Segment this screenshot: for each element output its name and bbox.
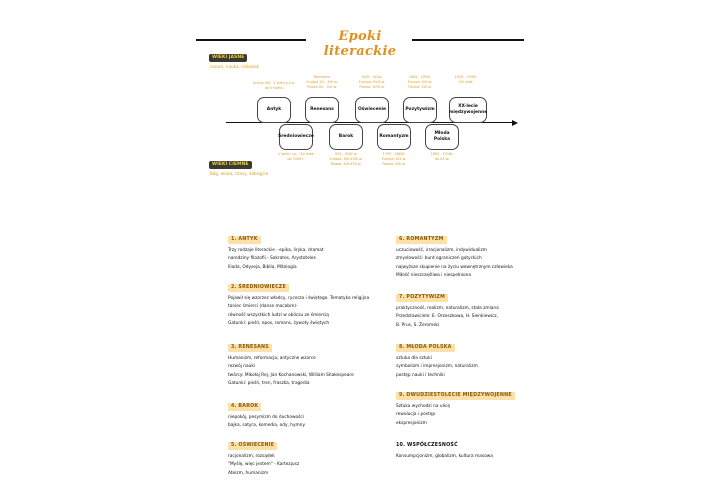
section-line: bajka, satyra, komedia, ody, hymny: [228, 423, 305, 429]
epoch-box-sredniowiecze: Średniowiecze: [279, 124, 313, 150]
epoch-box-romantyzm: Romantyzm: [377, 124, 411, 150]
section-mloda-polska: [396, 333, 576, 380]
section-renesans: [228, 333, 408, 389]
section-barok: [228, 392, 408, 431]
epoch-dates: XVII - XVIII w. Europa: XVI-XVIII w. Polska: XVI-XVII w.: [329, 152, 363, 167]
section-line: Trzy rodzaje literackie - epika, liryka, dramat: [228, 247, 324, 253]
epoch-dates: Renesans Europa XV - XVI w. Polska XV - XVI w.: [306, 75, 338, 90]
bright-ages-tag: WIEKI JASNE: [209, 54, 247, 62]
section-heading: 1. ANTYK: [228, 236, 261, 244]
section-line: zmysłowość- bunt ograniczeń gotyckich: [396, 256, 482, 262]
section-line: praktyczność, realizm, naturalizm, stała zmiana: [396, 305, 499, 311]
section-dwudziestolecie: [396, 381, 576, 428]
bright-ages-subtitle: rozum, nauka, człowiek: [210, 64, 260, 69]
section-line: sztuka dla sztuki: [396, 355, 432, 361]
section-line: niepokój, pesymizm do duchowości: [228, 414, 304, 420]
epoch-dates: 1795 - 1863r. Europa: XIX w. Polska: XIX w.: [381, 152, 407, 167]
section-line: Przedstawiciele: E. Orzeszkowa, H. Sienkiewicz,: [396, 314, 499, 320]
section-line: symbolizm i impresjonizm, naturalizm: [396, 364, 478, 370]
section-heading: 6. ROMANTYZM: [396, 236, 447, 244]
epoch-dates: V wiek n.e. - XV wiek do 1500 r.: [278, 152, 314, 162]
timeline-arrow-icon: [512, 120, 518, 126]
section-heading: 10. WSPÓŁCZESNOŚĆ: [396, 443, 458, 448]
epoch-dates: XVIII - XIXw. Europa: XVIII w. Polska: XVIII w.: [358, 75, 386, 90]
section-oswiecenie: [228, 431, 408, 478]
section-line: Humanizm, reformacja, antyczne wzorce: [228, 355, 316, 361]
section-heading: 5. OŚWIECENIE: [228, 442, 277, 450]
section-heading: 9. DWUDZIESTOLECIE MIĘDZYWOJENNE: [396, 392, 515, 400]
section-heading: 3. RENESANS: [228, 344, 272, 352]
epoch-box-barok: Barok: [329, 124, 363, 150]
epoch-dates: 1890 - 1918r. do XX w.: [430, 152, 454, 162]
section-line: Konsumpcjonizm, globalizm, kultura masowa: [396, 453, 493, 459]
section-line: uczuciowość, irracjonalizm, indywidualizm: [396, 247, 487, 253]
epoch-dates: Grecja VIII - V wiek p.n.e. do V wieku: [252, 81, 296, 91]
section-sredniowiecze: [228, 273, 408, 329]
epoch-box-xx-lecie: XX-lecie międzywojenne: [449, 97, 487, 123]
epoch-box-renesans: Renesans: [305, 97, 339, 123]
section-line: postęp nauki i techniki: [396, 372, 445, 378]
section-wspolczesnosc: [396, 431, 576, 461]
section-line: Pojawił się wzorzec władcy, rycerza i świętego. Tematyka religijna: [228, 295, 370, 301]
section-heading: 4. BAROK: [228, 403, 261, 411]
section-line: Sztuka wychodzi na ulicę: [396, 403, 450, 409]
section-line: najwyższe skupienie na życiu wewnętrznym człowieka: [396, 264, 513, 270]
section-line: rozwój nauki: [228, 364, 256, 370]
section-romantyzm: [396, 225, 576, 281]
section-line: Iliada, Odyseja, Biblia, Mitologia: [228, 264, 297, 270]
section-line: narodziny filozofii - Sokrates, Arystoteles: [228, 256, 316, 262]
title-rule-right: [412, 39, 524, 41]
section-line: rewolucja i postęp: [396, 412, 436, 418]
section-heading: 2. ŚREDNIOWIECZE: [228, 284, 289, 292]
epoch-dates: 1864 - 1890r. Europa: XIX w. Polska: XIX w.: [407, 75, 433, 90]
section-line: Gatunki: pieśń, tren, fraszka, tragedia: [228, 381, 310, 387]
section-line: Gatunki: pieśń, epos, romans, żywoty świętych: [228, 321, 330, 327]
epoch-dates: 1918 - 1939r. XX wiek: [454, 75, 478, 85]
epoch-box-mloda-polska: Młoda Polska: [425, 124, 459, 150]
dark-ages-tag: WIEKI CIEMNE: [209, 161, 252, 169]
section-line: "Myślę, więc jestem" - Kartezjusz: [228, 462, 300, 468]
section-line: Miłość nieszczęśliwa i niespełniona: [396, 273, 472, 279]
section-line: twórcy: Mikołaj Rej, Jan Kochanowski, William Shakespeare: [228, 372, 354, 378]
section-line: Ateizm, humanizm: [228, 470, 269, 476]
dark-ages-subtitle: Bóg, wiara, czasy, żebrąjcie: [210, 171, 269, 176]
epoch-box-oswiecenie: Oświecenie: [355, 97, 389, 123]
section-line: B. Prus, S. Żeromski: [396, 322, 440, 328]
section-heading: 8. MŁODA POLSKA: [396, 344, 455, 352]
section-line: racjonalizm, rozsądek: [228, 453, 275, 459]
epoch-box-antyk: Antyk: [257, 97, 291, 123]
title-rule-left: [196, 39, 306, 41]
section-line: taniec śmierci (danse macabre)-: [228, 304, 298, 310]
section-pozytywizm: [396, 283, 576, 330]
page-title: Epoki literackie: [323, 29, 397, 59]
section-line: ekspresjonizm: [396, 420, 427, 426]
section-line: równość wszystkich ludzi w obliczu ze śmiercią: [228, 312, 329, 318]
section-antyk: [228, 225, 408, 272]
epoch-box-pozytywizm: Pozytywizm: [403, 97, 437, 123]
section-heading: 7. POZYTYWIZM: [396, 294, 448, 302]
